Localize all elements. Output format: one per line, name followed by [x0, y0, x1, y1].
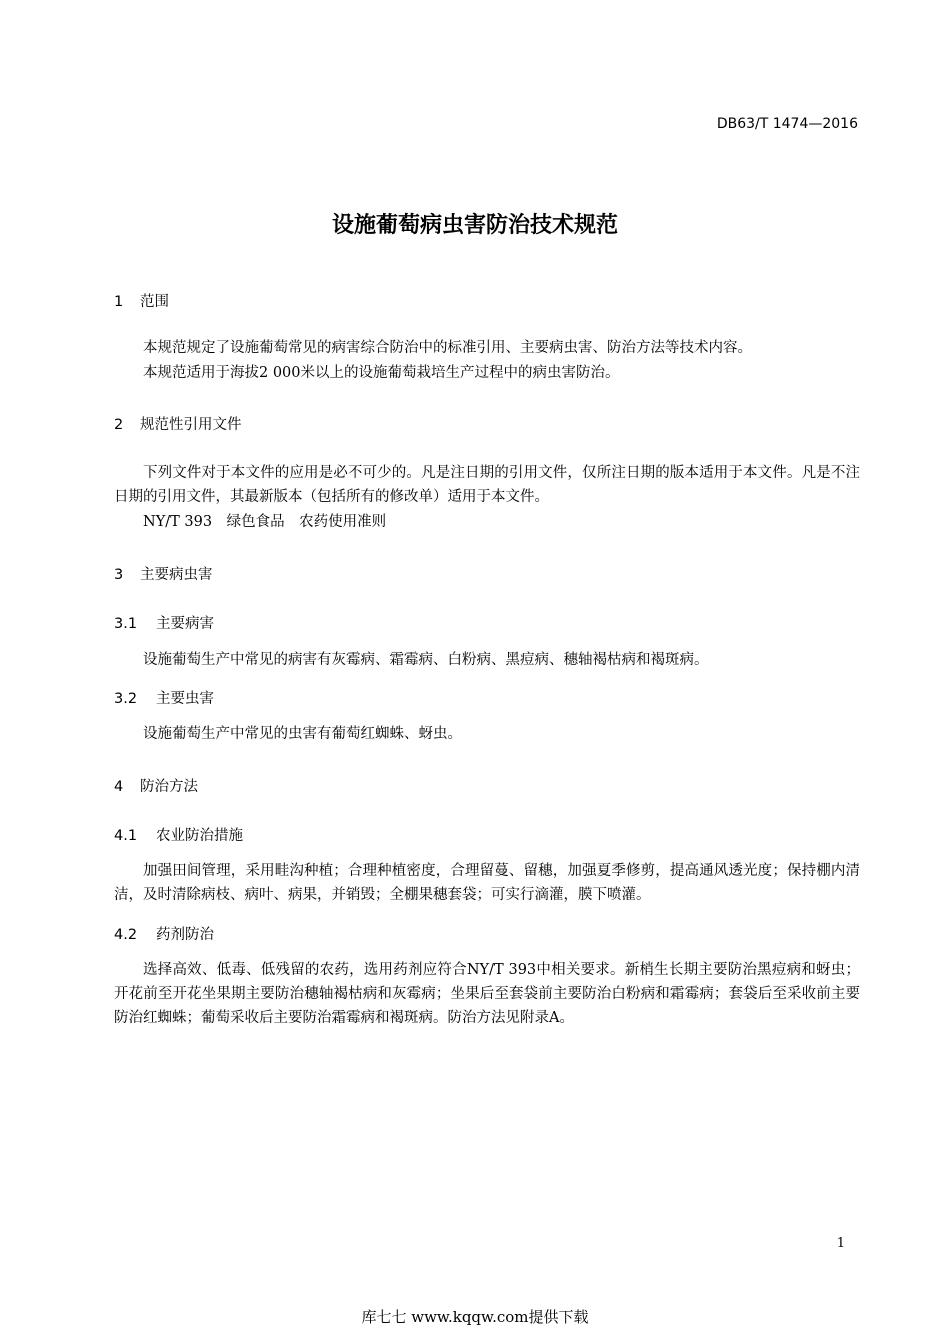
section-number: 4 — [114, 779, 124, 795]
section-3-heading — [114, 563, 213, 584]
section-2-heading — [114, 413, 242, 434]
section-3-1-paragraph: 设施葡萄生产中常见的病害有灰霉病、霜霉病、白粉病、黑痘病、穗轴褐枯病和褐斑病。 — [143, 652, 709, 668]
section-2-reference: NY/T 393 绿色食品 农药使用准则 — [143, 514, 387, 530]
section-4-2-paragraph: 选择高效、低毒、低残留的农药，选用药剂应符合NY/T 393中相关要求。新梢生长期主要防治黑痘病和蚜虫；开花前至开花坐果期主要防治穗轴褐枯病和灰霉病；坐果后至套袋前主要防治白粉病和霜霉病；套袋后至采收前主要防治红蜘蛛；葡萄采收后主要防治霜霉病和褐斑病。防治方法见附录A。 — [114, 962, 860, 1026]
section-3-2-heading — [114, 687, 214, 708]
section-4-1-heading — [114, 824, 243, 845]
document-code: DB63/T 1474—2016 — [716, 116, 858, 132]
section-1-heading — [114, 290, 169, 311]
section-number: 1 — [114, 294, 124, 310]
section-title: 防治方法 — [140, 779, 198, 795]
section-4-heading — [114, 775, 198, 796]
section-1-paragraph-1: 本规范规定了设施葡萄常见的病害综合防治中的标准引用、主要病虫害、防治方法等技术内容。 — [143, 340, 752, 356]
section-title: 药剂防治 — [156, 927, 214, 943]
section-number: 2 — [114, 417, 124, 433]
section-4-1-paragraph: 加强田间管理，采用畦沟种植；合理种植密度，合理留蔓、留穗，加强夏季修剪，提高通风透光度；保持棚内清洁，及时清除病枝、病叶、病果，并销毁；全棚果穗套袋；可实行滴灌，膜下喷灌。 — [114, 863, 860, 903]
section-number: 3.1 — [114, 616, 138, 632]
section-title: 主要病虫害 — [140, 567, 213, 583]
section-number: 3.2 — [114, 691, 138, 707]
section-4-2-heading — [114, 923, 214, 944]
section-3-2-paragraph: 设施葡萄生产中常见的虫害有葡萄红蜘蛛、蚜虫。 — [143, 726, 462, 742]
section-1-paragraph-2: 本规范适用于海拔2 000米以上的设施葡萄栽培生产过程中的病虫害防治。 — [143, 365, 620, 381]
section-2-paragraph-1: 下列文件对于本文件的应用是必不可少的。凡是注日期的引用文件，仅所注日期的版本适用于本文件。凡是不注日期的引用文件，其最新版本（包括所有的修改单）适用于本文件。 — [114, 465, 860, 505]
document-title: 设施葡萄病虫害防治技术规范 — [331, 213, 618, 238]
section-title: 范围 — [140, 294, 169, 310]
section-3-1-heading — [114, 612, 214, 633]
section-title: 规范性引用文件 — [140, 417, 242, 433]
download-footer: 库七七 www.kqqw.com提供下载 — [361, 1308, 589, 1326]
section-number: 4.1 — [114, 828, 138, 844]
section-title: 主要虫害 — [156, 691, 214, 707]
section-number: 3 — [114, 567, 124, 583]
section-number: 4.2 — [114, 927, 138, 943]
section-title: 主要病害 — [156, 616, 214, 632]
section-title: 农业防治措施 — [156, 828, 243, 844]
page-number: 1 — [836, 1236, 845, 1251]
